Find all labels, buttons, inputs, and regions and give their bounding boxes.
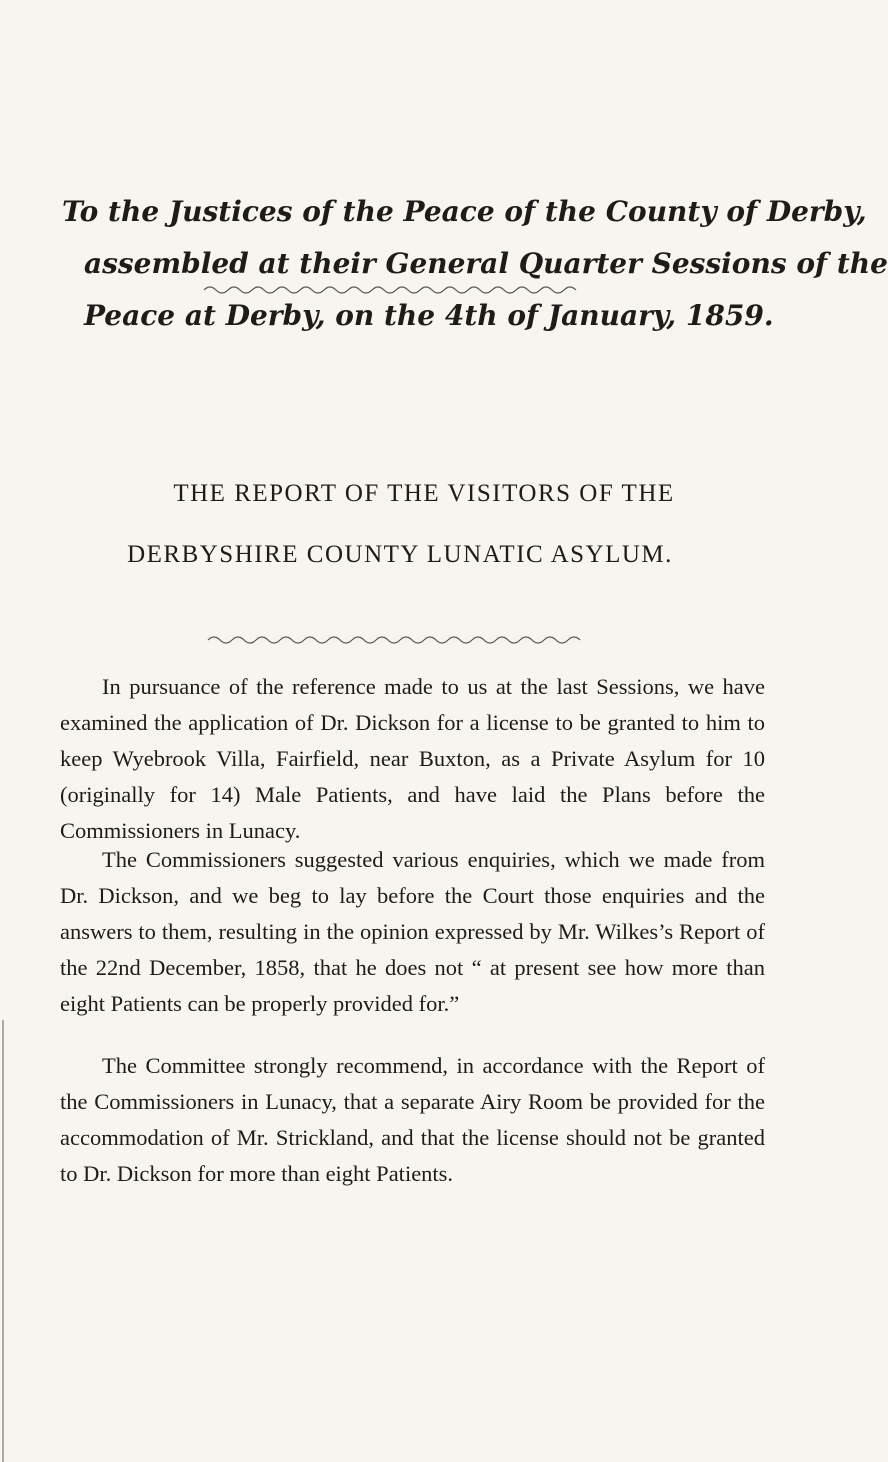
heading-line-2: DERBYSHIRE COUNTY LUNATIC ASYLUM. (127, 541, 673, 568)
decorative-rule-top (204, 282, 584, 296)
wavy-rule-icon (208, 632, 588, 646)
address-line-2: assembled at their General Quarter Sessions of the (84, 247, 888, 280)
paragraph-3: The Committee strongly recommend, in accordance with the Report of the Commissioners in Lunacy, that a separate Airy Room be provided for the accommodation of Mr. Strickland, and that the license should not be granted to Dr. Dickson for more than eight Patients. (60, 1053, 765, 1186)
address-line-1: To the Justices of the Peace of the County of Derby, (62, 195, 867, 228)
report-heading (0, 463, 800, 585)
wavy-rule-icon (204, 282, 584, 296)
binding-margin-line (2, 1020, 4, 1462)
address-line-3: Peace at Derby, on the 4th of January, 1859. (84, 299, 774, 332)
paragraph-2: The Commissioners suggested various enquiries, which we made from Dr. Dickson, and we beg to lay before the Court those enquiries and the answers to them, resulting in the opinion expressed by Mr. Wilkes’s Report of the 22nd December, 1858, that he does not “ at present see how more than eight Patients can be properly provided for.” (60, 847, 765, 1016)
heading-line-1: THE REPORT OF THE VISITORS OF THE (173, 480, 675, 507)
paragraph-1: In pursuance of the reference made to us at the last Sessions, we have examined the application of Dr. Dickson for a license to be granted to him to keep Wyebrook Villa, Fairfield, near Buxton, as a Private Asylum for 10 (originally for 14) Male Patients, and have laid the Plans before the Commissioners in Lunacy. (60, 674, 765, 843)
decorative-rule-bottom (208, 632, 588, 646)
address-block (62, 186, 888, 342)
